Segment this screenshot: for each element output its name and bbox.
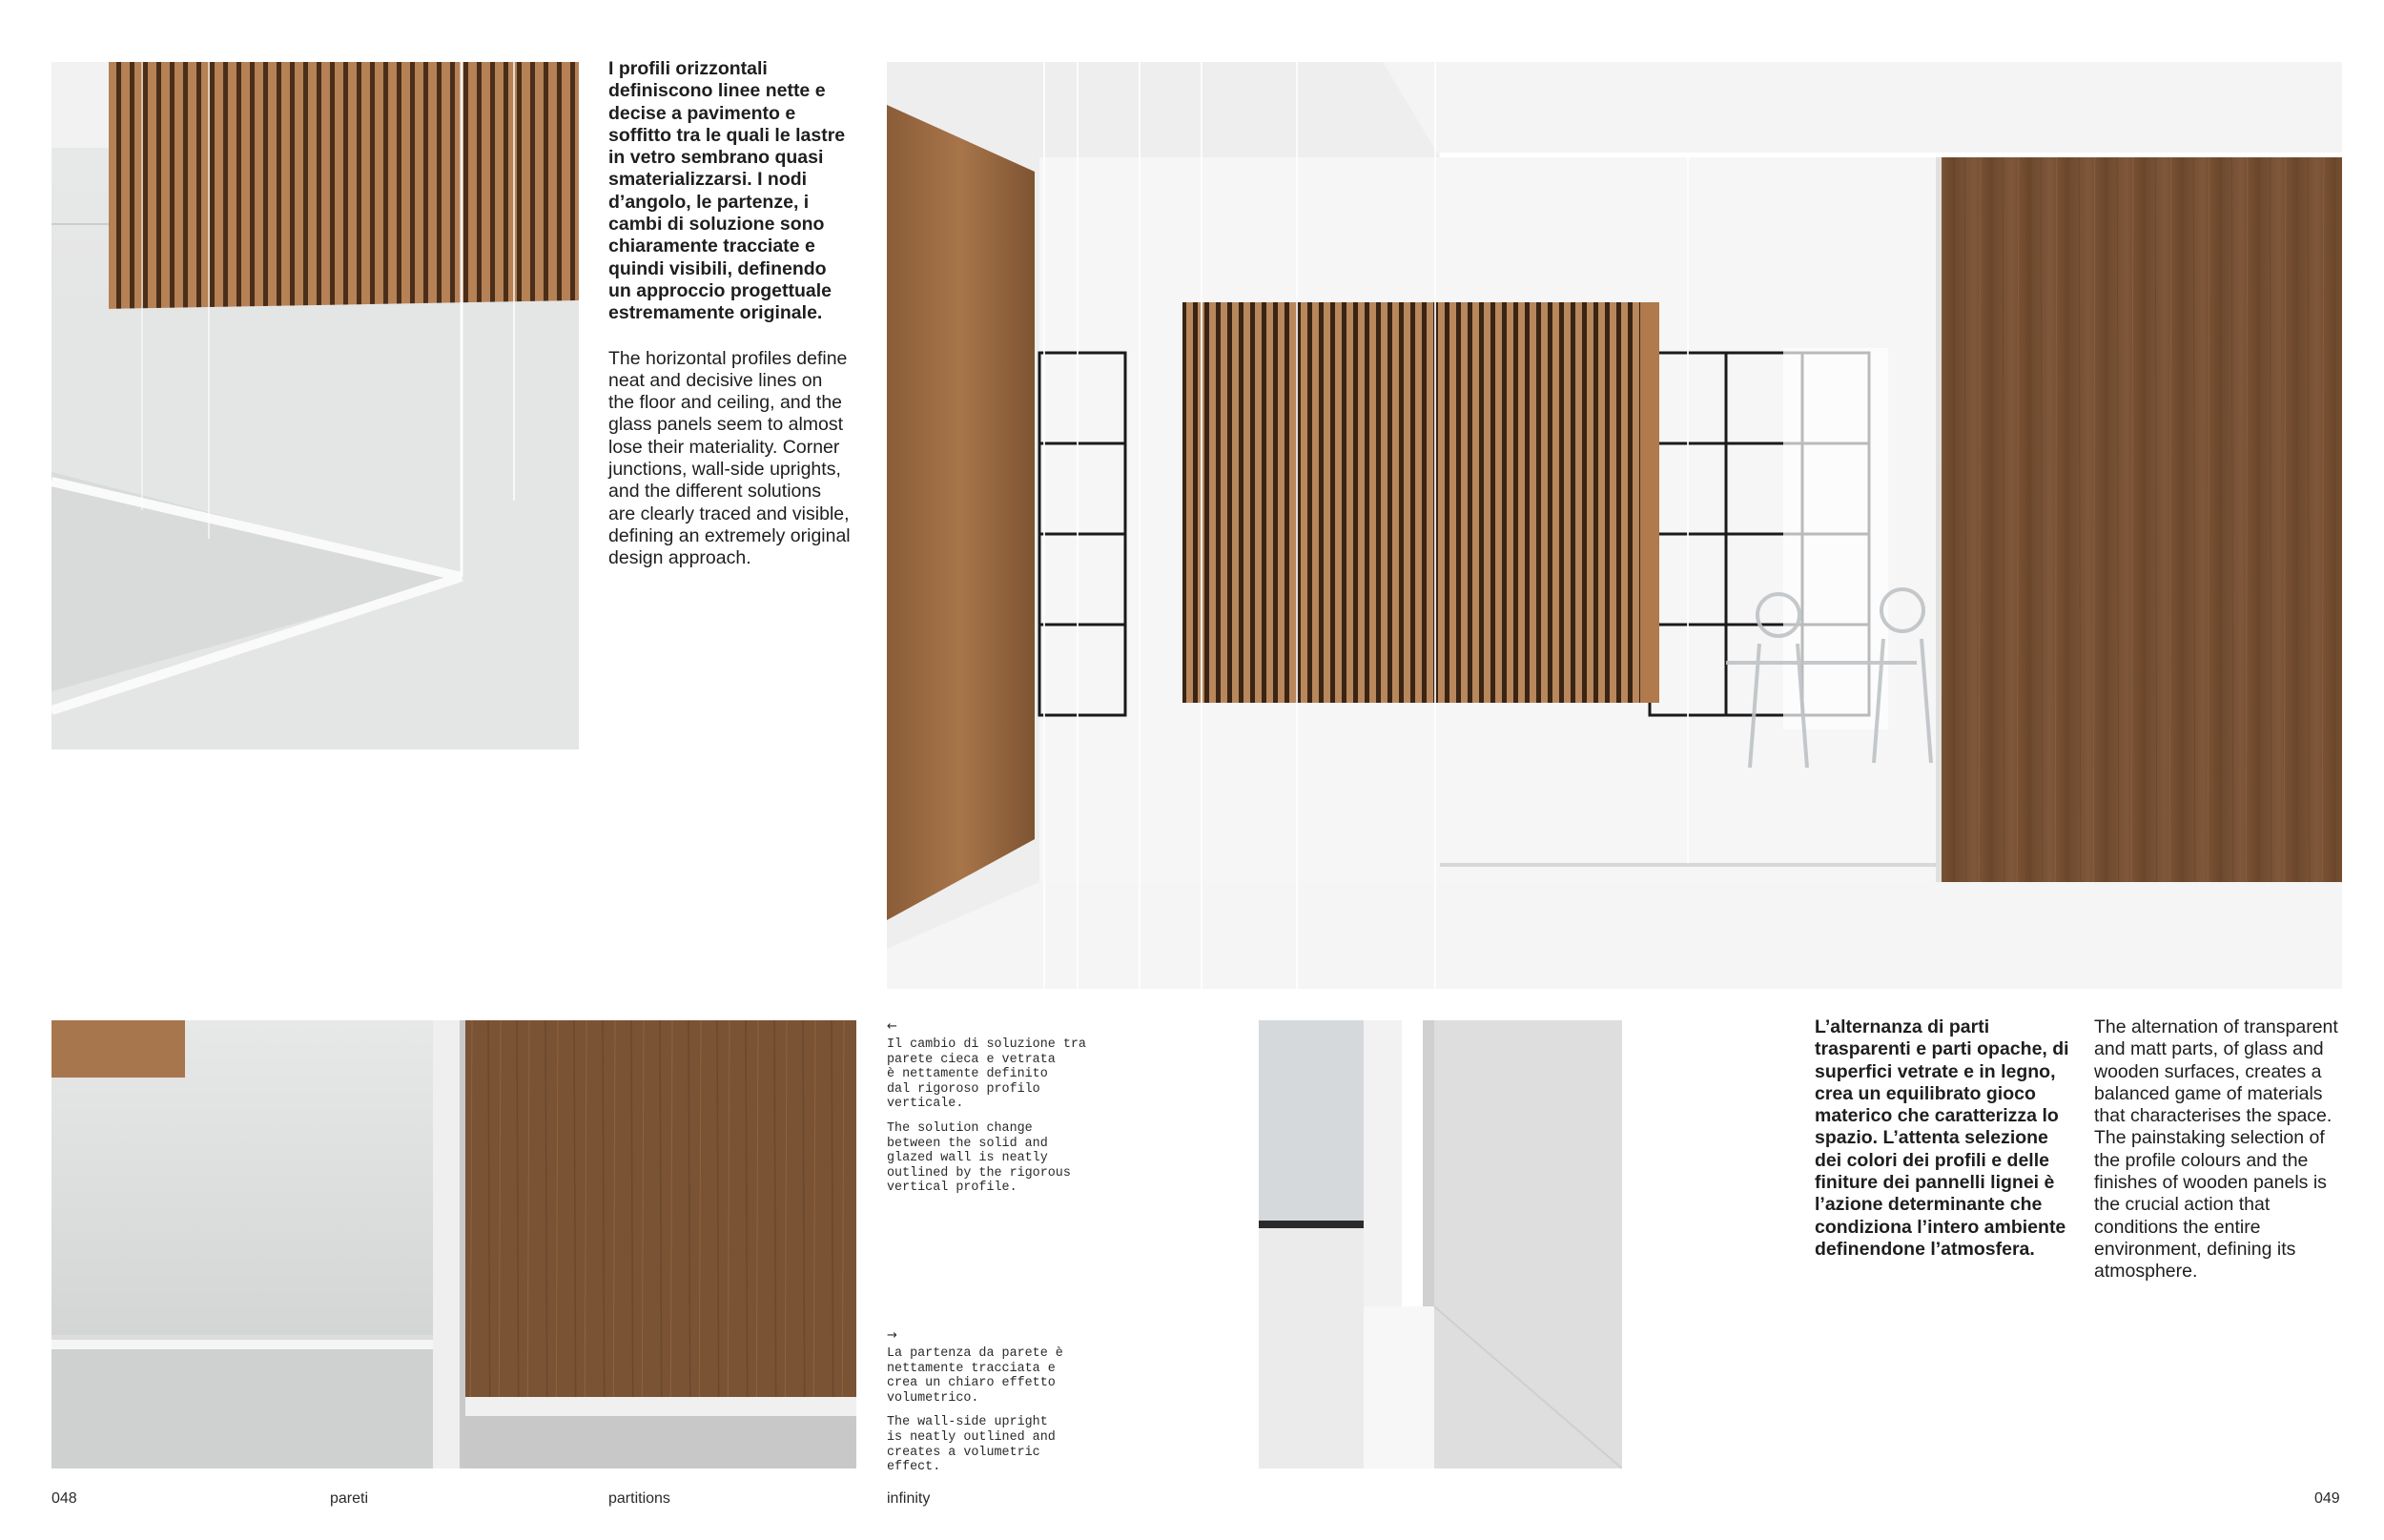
- caption-wall-side-upright-english: The wall-side upright is neatly outlined and creates a volumetric effect.: [887, 1415, 1056, 1475]
- closing-text-english-body: The alternation of transparent and matt parts, of glass and wooden surfaces, creates a balanced game of materials that characterises the space. The painstaking selection of the profile colours and the finishes of wooden panels is the crucial action that conditions the entire environment, defining its atmosphere.: [2094, 1016, 2338, 1283]
- corner-junction-photo: [51, 62, 579, 749]
- intro-text-italian: I profili orizzontali definiscono linee nette e decise a pavimento e soffitto tra le quali le lastre in vetro sembrano quasi smaterializzarsi. I nodi d’angolo, le partenze, i cambi di soluzione sono chiaramente tracciate e quindi visibili, definendo un approccio progettuale estremamente originale.: [608, 58, 846, 324]
- closing-text-italian-body: L’alternanza di parti trasparenti e parti opache, di superfici vetrate e in legno, crea un equilibrato gioco materico che caratterizza lo spazio. L’attenta selezione dei colori dei profili e delle finiture dei pannelli lignei è l’azione determinante che condiziona l’intero ambiente definendone l’atmosfera.: [1815, 1016, 2069, 1260]
- page-number-left: 048: [51, 1490, 77, 1507]
- product-label: infinity: [887, 1490, 931, 1507]
- arrow-right-icon: →: [887, 1328, 897, 1343]
- wall-side-upright-photo: [1259, 1020, 1622, 1468]
- caption-wall-side-upright-italian: La partenza da parete è nettamente tracciata e crea un chiaro effetto volumetrico.: [887, 1346, 1063, 1406]
- arrow-left-icon: ←: [887, 1019, 897, 1034]
- caption-wall-side-upright: [887, 1329, 1116, 1485]
- intro-text-english: The horizontal profiles define neat and decisive lines on the floor and ceiling, and the glass panels seem to almost lose their materiality. Corner junctions, wall-side uprights, and the different solutions are clearly traced and visible, defining an extremely original design approach.: [608, 347, 851, 569]
- intro-text: [608, 58, 852, 570]
- section-label-italian: pareti: [330, 1490, 369, 1507]
- section-label-english: partitions: [608, 1490, 670, 1507]
- page-number-right: 049: [2314, 1490, 2340, 1507]
- closing-text-italian: [1815, 1016, 2070, 1261]
- main-interior-photo: [887, 62, 2342, 989]
- caption-solution-change-italian: Il cambio di soluzione tra parete cieca e vetrata è nettamente definito dal rigoroso profilo verticale.: [887, 1037, 1086, 1112]
- caption-solution-change-english: The solution change between the solid and glazed wall is neatly outlined by the rigorous vertical profile.: [887, 1120, 1071, 1196]
- closing-text-english: [2094, 1016, 2342, 1283]
- caption-solution-change: [887, 1020, 1116, 1205]
- solid-glazed-detail-photo: [51, 1020, 856, 1468]
